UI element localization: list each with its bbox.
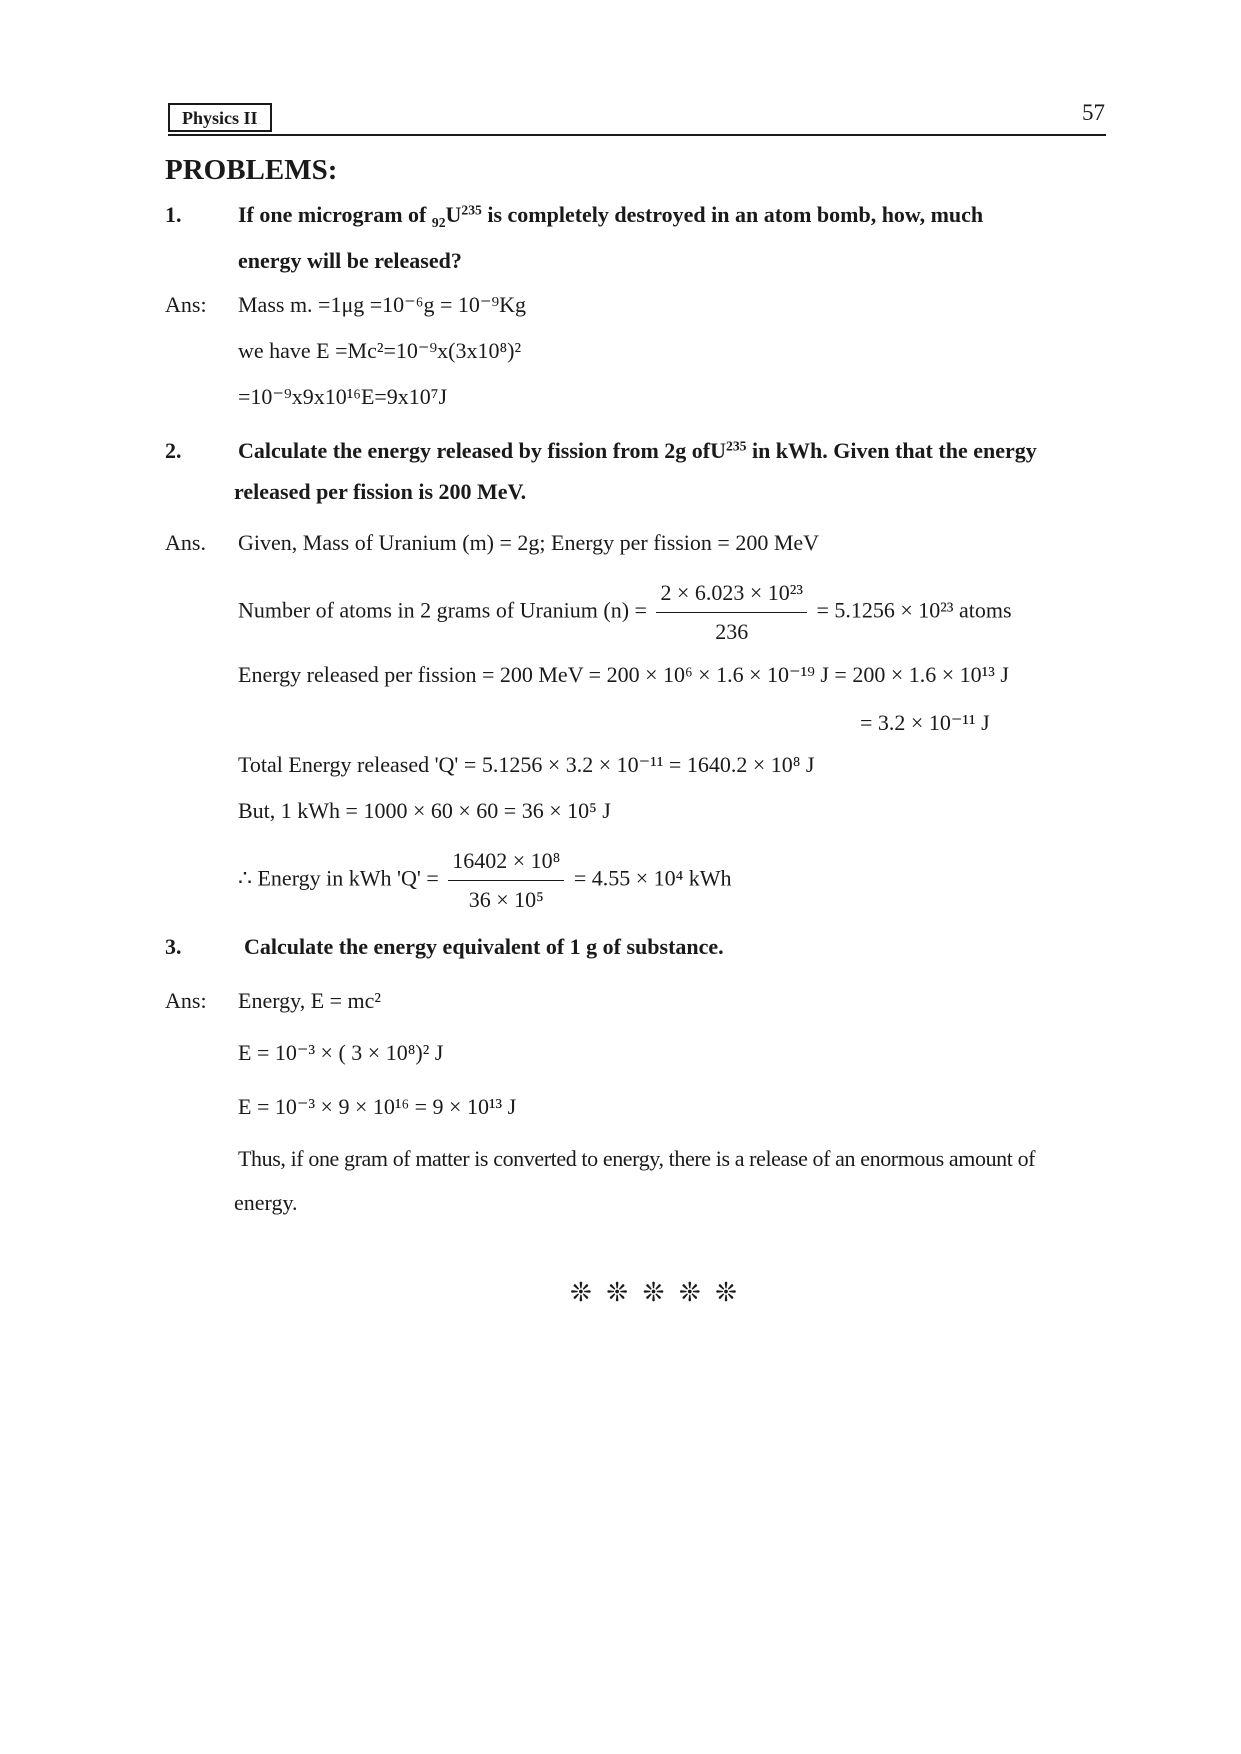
problem-1-q-post: is completely destroyed in an atom bomb, how, much: [487, 202, 984, 227]
problem-1-ans-label: Ans:: [165, 292, 207, 317]
problem-2-kwh-expr: 1000 × 60 × 60 = 36 × 10⁵ J: [363, 798, 611, 823]
problem-1-q-sup: 235: [461, 202, 482, 218]
problem-1-q-sub: 92: [431, 214, 446, 230]
problem-2-final-numerator: 16402 × 10⁸: [448, 848, 564, 881]
problem-1-q-sym: U: [445, 202, 462, 227]
problem-3-ans-label: Ans:: [165, 988, 207, 1013]
problem-2-final-denominator: 36 × 10⁵: [468, 887, 544, 912]
header-rule: [168, 134, 1106, 136]
problem-1-ans-line-3: =10⁻⁹x9x10¹⁶E=9x10⁷J: [238, 384, 448, 409]
problem-2-given: Given, Mass of Uranium (m) = 2g; Energy per fission = 200 MeV: [238, 530, 820, 555]
problem-1-number: 1.: [165, 202, 182, 227]
problem-2-energy-result: = 3.2 × 10⁻¹¹ J: [860, 710, 990, 735]
problem-1-q-pre: If one microgram of: [238, 202, 427, 227]
problem-1-question: [238, 202, 983, 228]
problem-2-atoms-fraction: [656, 580, 807, 645]
problem-2-energy-expr: 200 × 10⁶ × 1.6 × 10⁻¹⁹ J = 200 × 1.6 × 10¹³ J: [606, 662, 1009, 687]
problem-2-atoms-row: [238, 580, 1012, 645]
problem-3-number: 3.: [165, 934, 182, 959]
problem-2-q-pre: Calculate the energy released by fission from 2g ofU: [238, 438, 727, 463]
problem-2-q-sup: 235: [726, 438, 747, 454]
problem-2-kwh-row: [238, 798, 611, 824]
problem-1-question-line2: energy will be released?: [238, 248, 462, 273]
problem-2-number: 2.: [165, 438, 182, 463]
problem-2-final-row: [238, 848, 732, 913]
problem-2-energy-label: Energy released per fission = 200 MeV =: [238, 662, 602, 687]
problem-2-total-row: [238, 752, 814, 778]
problem-3-conclusion-line2: energy.: [234, 1190, 298, 1215]
page-number: 57: [1082, 100, 1105, 125]
problem-2-final-label: ∴ Energy in kWh 'Q' =: [238, 865, 439, 891]
problem-1-ans-line-2: we have E =Mc²=10⁻⁹x(3x10⁸)²: [238, 338, 522, 363]
problem-2-atoms-label: Number of atoms in 2 grams of Uranium (n) =: [238, 597, 647, 623]
problem-2-question: [238, 438, 1037, 464]
problem-2-atoms-result: = 5.1256 × 10²³ atoms: [816, 597, 1012, 623]
problem-2-question-line2: released per fission is 200 MeV.: [234, 479, 527, 504]
problem-2-atoms-numerator: 2 × 6.023 × 10²³: [656, 580, 807, 613]
problem-2-kwh-label: But, 1 kWh =: [238, 798, 358, 823]
section-title: PROBLEMS:: [165, 154, 338, 186]
problem-1-ans-line-1: Mass m. =1μg =10⁻⁶g = 10⁻⁹Kg: [238, 292, 527, 317]
problem-2-total-expr: 5.1256 × 3.2 × 10⁻¹¹ = 1640.2 × 10⁸ J: [481, 752, 815, 777]
problem-3-ans-line-2: E = 10⁻³ × ( 3 × 10⁸)² J: [238, 1040, 444, 1065]
problem-3-ans-line-3: E = 10⁻³ × 9 × 10¹⁶ = 9 × 10¹³ J: [238, 1094, 517, 1119]
problem-2-q-post: in kWh. Given that the energy: [751, 438, 1037, 463]
end-of-section-mark: ❊ ❊ ❊ ❊ ❊: [570, 1278, 741, 1307]
problem-2-energy-row: [238, 662, 1009, 688]
problem-2-total-label: Total Energy released 'Q' =: [238, 752, 477, 777]
problem-3-question: Calculate the energy equivalent of 1 g of substance.: [244, 934, 724, 959]
subject-header-box: [168, 103, 272, 132]
problem-2-final-fraction: [448, 848, 564, 913]
subject-label: Physics II: [182, 108, 258, 128]
problem-3-conclusion-line1: Thus, if one gram of matter is converted to energy, there is a release of an enormous amount of: [238, 1146, 1036, 1171]
problem-2-final-result: = 4.55 × 10⁴ kWh: [573, 865, 732, 891]
problem-3-ans-line-1: Energy, E = mc²: [238, 988, 382, 1013]
problem-2-ans-label: Ans.: [165, 530, 206, 555]
problem-2-atoms-denominator: 236: [715, 619, 749, 644]
